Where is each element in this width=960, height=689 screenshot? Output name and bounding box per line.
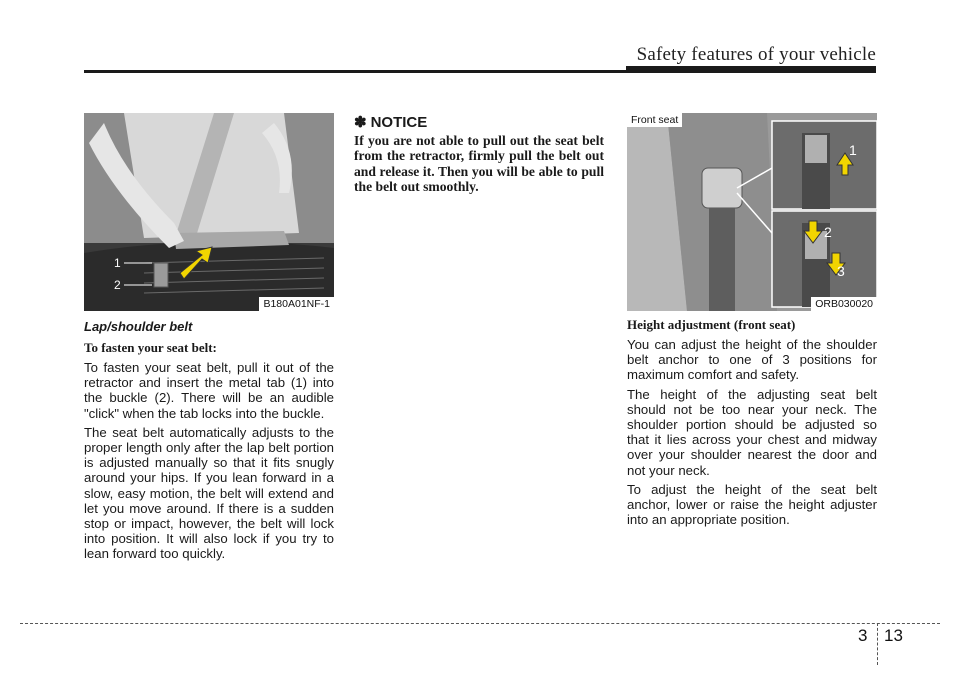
notice-icon: ✽ (354, 114, 367, 131)
section-title: Safety features of your vehicle (636, 44, 876, 65)
serif-heading: To fasten your seat belt: (84, 340, 217, 355)
lap-belt-illustration (84, 113, 334, 311)
left-column (84, 113, 334, 562)
height-adjuster-illustration (627, 113, 877, 311)
paragraph: To fasten your seat belt, pull it out of the retractor and insert the metal tab (1) into the buckle (2). There will be an audible "click" when the tab locks into the buckle. (84, 360, 334, 421)
notice-text: If you are not able to pull out the seat belt from the retractor, firmly pull the belt out and release it. Then you will be able to pull the belt out smoothly. (354, 133, 604, 195)
header-rule-accent (626, 66, 876, 73)
lap-belt-figure (84, 113, 334, 311)
figure-label-2: 2 (114, 278, 121, 292)
subheading: Lap/shoulder belt (84, 319, 193, 334)
figure-label-3: 3 (837, 263, 845, 279)
figure-label-1: 1 (849, 142, 857, 158)
paragraph: The seat belt automatically adjusts to the proper length only after the lap belt portion is adjusted manually so that it fits snugly around your hips. If you lean forward in a slow, easy motion, the belt will extend and let you move around. If there is a sudden stop or impact, however, the belt will lock into position. It will also lock if you try to lean forward too quickly. (84, 424, 334, 562)
figure-label-1: 1 (114, 256, 121, 270)
serif-heading: Height adjustment (front seat) (627, 317, 796, 332)
figure-code: B180A01NF-1 (259, 297, 334, 311)
chapter-number: 3 (858, 626, 868, 645)
figure-code: ORB030020 (811, 297, 877, 311)
notice-heading (354, 113, 604, 131)
height-adjuster-figure (627, 113, 877, 311)
paragraph: To adjust the height of the seat belt anchor, lower or raise the height adjuster into an appropriate position. (627, 481, 877, 528)
paragraph: The height of the adjusting seat belt should not be too near your neck. The shoulder portion should be adjusted so that it lies across your chest and midway over your shoulder nearest the door and not your neck. (627, 386, 877, 478)
figure-caption: Front seat (627, 113, 682, 127)
right-column (627, 113, 877, 527)
middle-column (354, 113, 604, 195)
paragraph: You can adjust the height of the shoulder belt anchor to one of 3 positions for maximum comfort and safety. (627, 337, 877, 383)
footer-divider (877, 623, 878, 665)
figure-label-2: 2 (824, 224, 832, 240)
footer-rule (20, 623, 940, 624)
page-number: 13 (884, 626, 903, 645)
notice-title: NOTICE (370, 113, 428, 131)
